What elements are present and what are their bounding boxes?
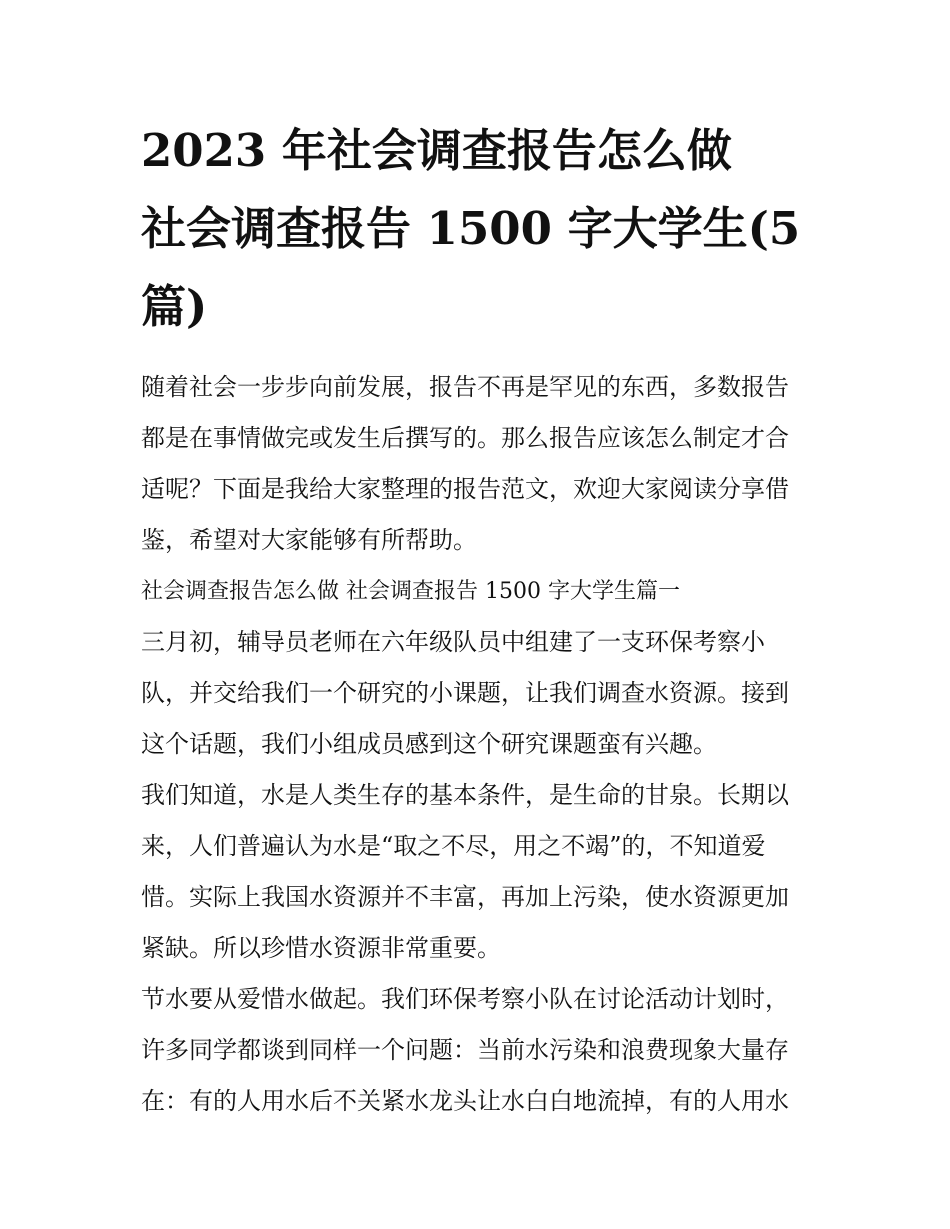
intro-line-4: 鉴，希望对大家能够有所帮助。 — [141, 526, 477, 554]
title-line-2: 社会调查报告 1500 字大学生(5 — [141, 202, 801, 255]
para2-line-2: 来，人们普遍认为水是“取之不尽，用之不竭”的，不知道爱 — [141, 832, 766, 860]
para2-line-3: 惜。实际上我国水资源并不丰富，再加上污染，使水资源更加 — [141, 883, 789, 911]
intro-paragraph — [141, 362, 813, 566]
document-title — [141, 112, 813, 346]
paragraph-2 — [141, 770, 813, 974]
para2-line-4: 紧缺。所以珍惜水资源非常重要。 — [141, 934, 501, 962]
document-page — [141, 112, 813, 1127]
para1-line-2: 队，并交给我们一个研究的小课题，让我们调查水资源。接到 — [141, 679, 789, 707]
para3-line-3: 在：有的人用水后不关紧水龙头让水白白地流掉，有的人用水 — [141, 1087, 789, 1115]
title-line-3: 篇) — [141, 280, 208, 333]
paragraph-3 — [141, 974, 813, 1127]
para1-line-3: 这个话题，我们小组成员感到这个研究课题蛮有兴趣。 — [141, 730, 717, 758]
para3-line-2: 许多同学都谈到同样一个问题：当前水污染和浪费现象大量存 — [141, 1036, 789, 1064]
section-heading: 社会调查报告怎么做 社会调查报告 1500 字大学生篇一 — [141, 579, 680, 604]
para2-line-1: 我们知道，水是人类生存的基本条件，是生命的甘泉。长期以 — [141, 781, 789, 809]
intro-line-1: 随着社会一步步向前发展，报告不再是罕见的东西，多数报告 — [141, 373, 789, 401]
document-body — [141, 362, 813, 1127]
intro-line-3: 适呢？下面是我给大家整理的报告范文，欢迎大家阅读分享借 — [141, 475, 789, 503]
para3-line-1: 节水要从爱惜水做起。我们环保考察小队在讨论活动计划时， — [141, 985, 789, 1013]
intro-line-2: 都是在事情做完或发生后撰写的。那么报告应该怎么制定才合 — [141, 424, 789, 452]
paragraph-1 — [141, 617, 813, 770]
title-line-1: 2023 年社会调查报告怎么做 — [141, 124, 732, 177]
para1-line-1: 三月初，辅导员老师在六年级队员中组建了一支环保考察小 — [141, 628, 765, 656]
